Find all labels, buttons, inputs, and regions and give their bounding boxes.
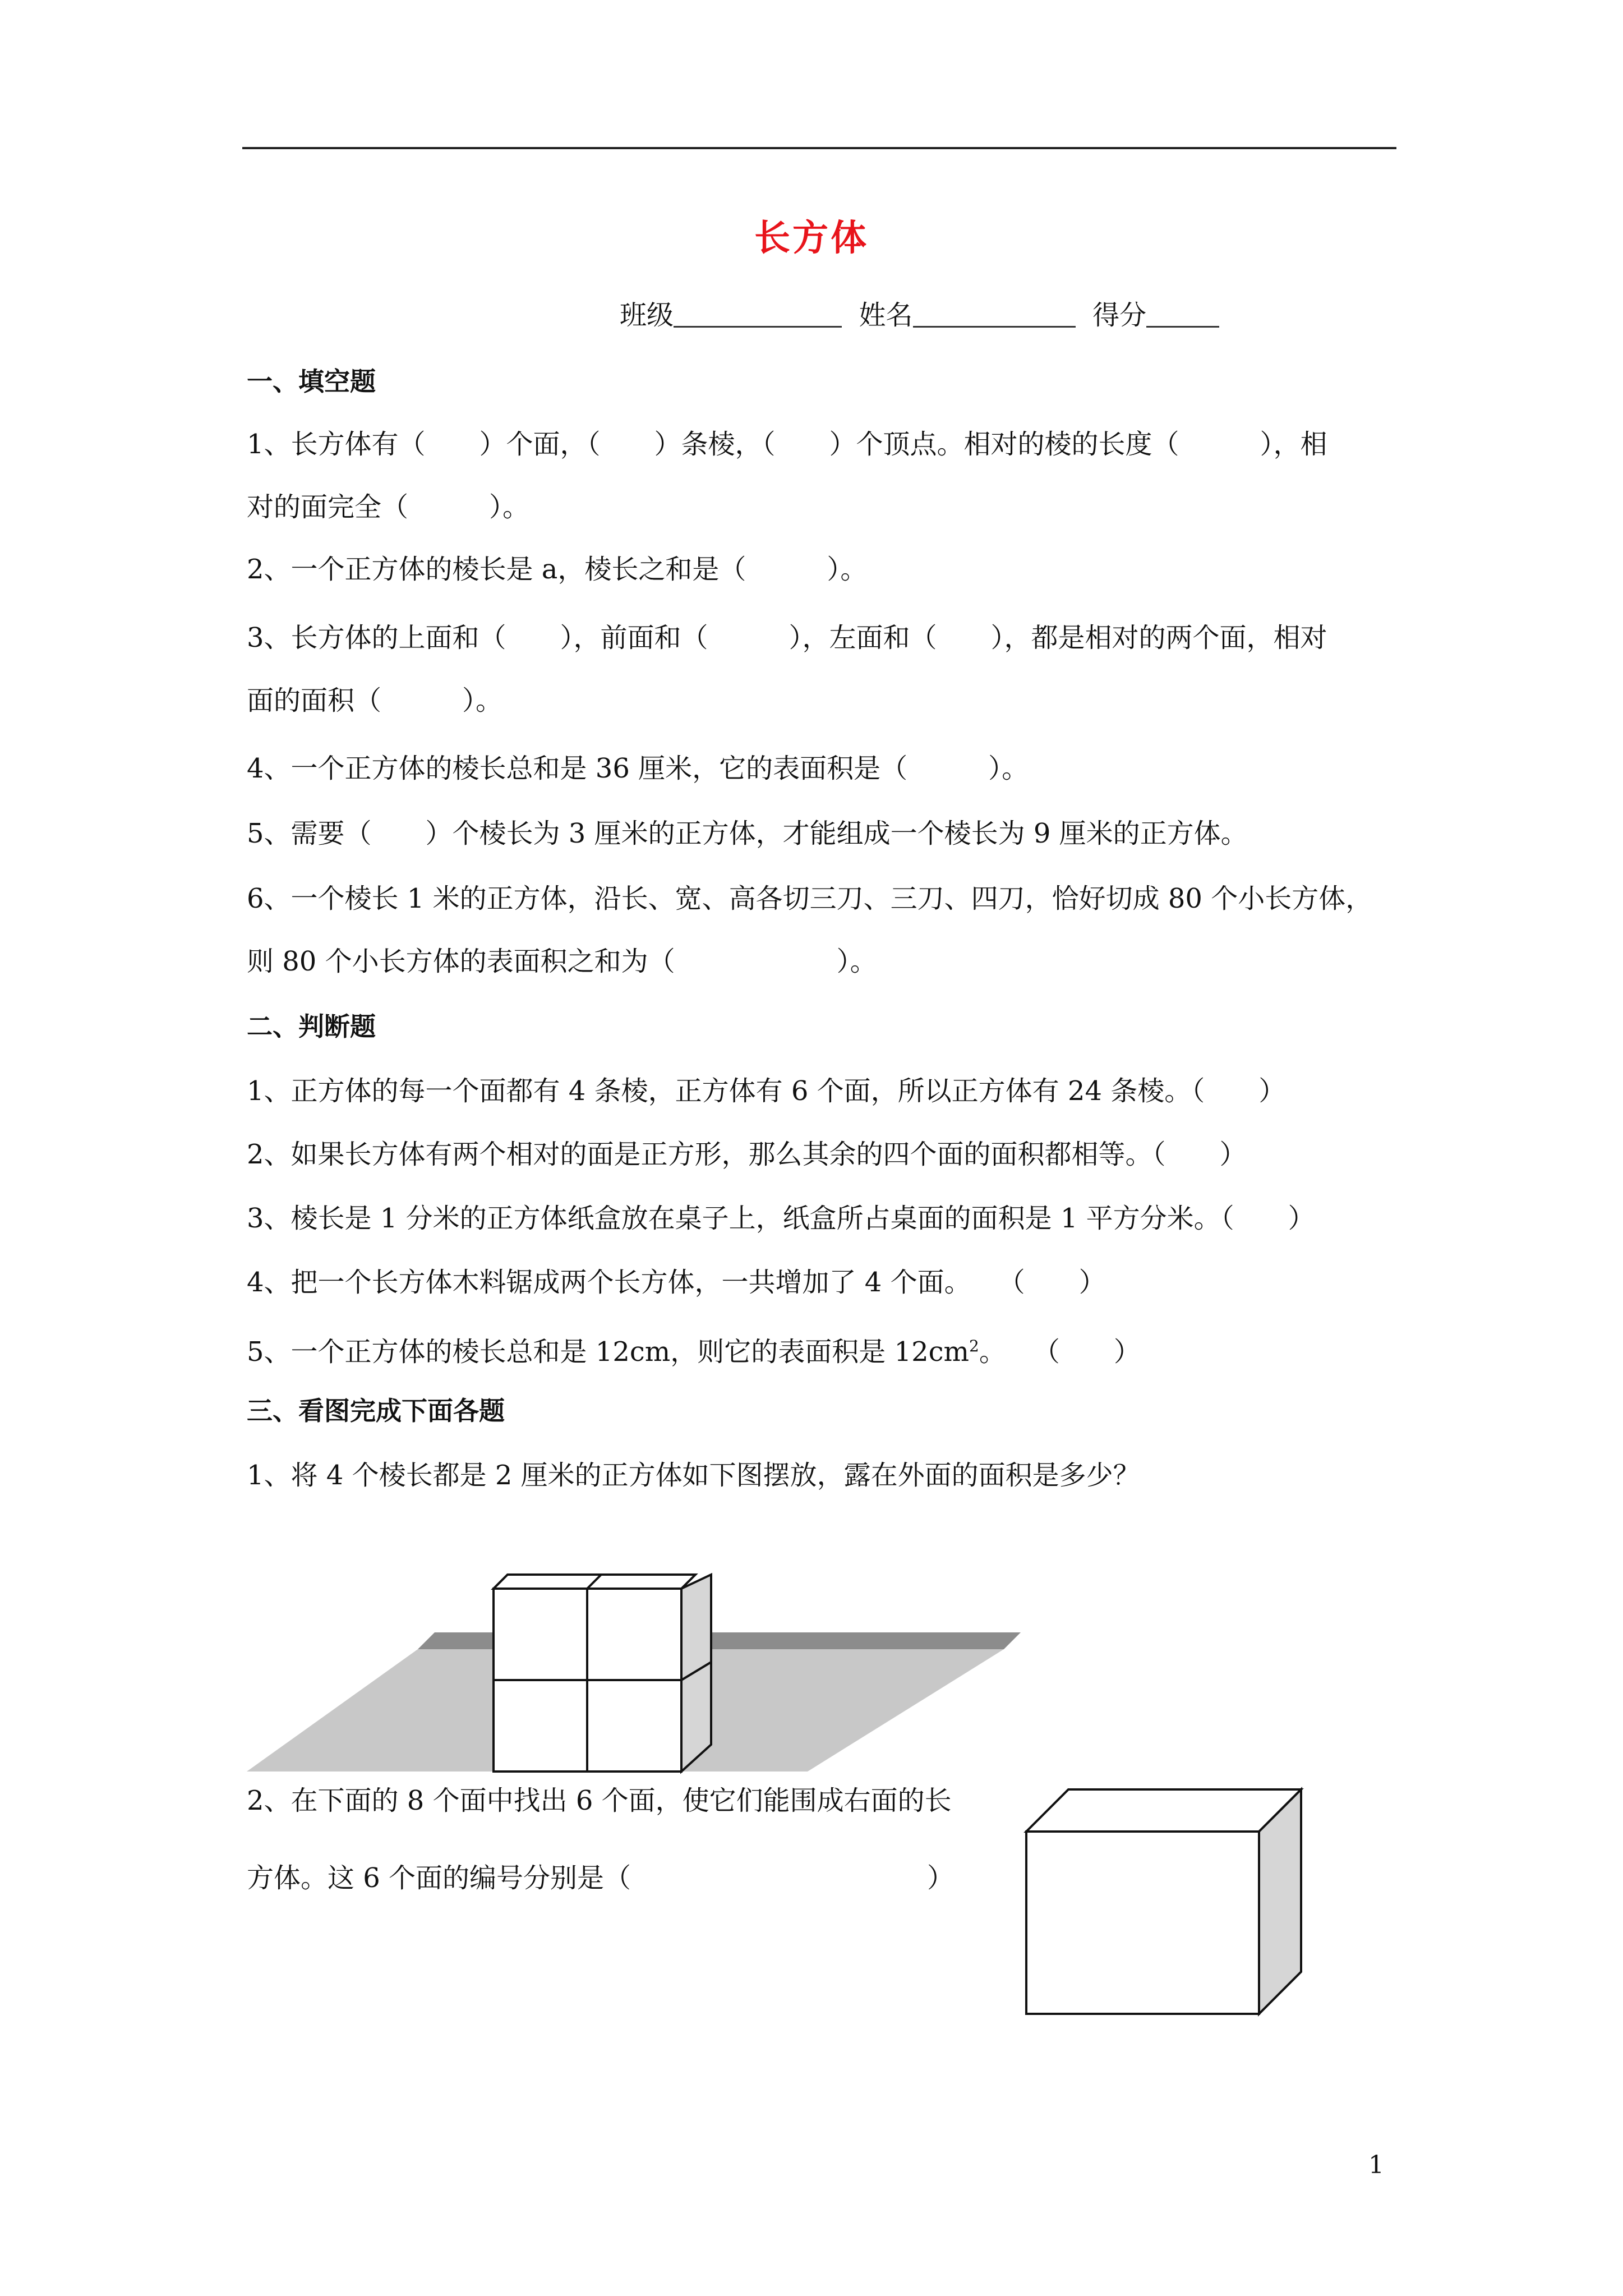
cube-stack-side [681,1575,711,1772]
name-blank[interactable] [913,297,1076,328]
section-heading-figures: 三、看图完成下面各题 [247,1396,505,1426]
s2-q5-main: 5、一个正方体的棱长总和是 12cm，则它的表面积是 12cm [247,1336,970,1368]
s1-q1-line2: 对的面完全（ ）。 [247,491,530,523]
s1-q5: 5、需要（ ）个棱长为 3 厘米的正方体，才能组成一个棱长为 9 厘米的正方体。 [247,818,1248,849]
s2-q3: 3、棱长是 1 分米的正方体纸盒放在桌子上，纸盒所占桌面的面积是 1 平方分米。（ ） [247,1203,1315,1234]
s1-q1-line1: 1、长方体有（ ）个面，（ ）条棱，（ ）个顶点。相对的棱的长度（ ），相 [247,429,1327,460]
s1-q3-line1: 3、长方体的上面和（ ），前面和（ ），左面和（ ），都是相对的两个面，相对 [247,622,1327,654]
score-label: 得分 [1092,300,1147,331]
section-heading-fill-blank: 一、填空题 [247,366,376,397]
page-title: 长方体 [754,217,869,259]
s1-q3-line2: 面的面积（ ）。 [247,685,503,716]
s1-q6-line2: 则 80 个小长方体的表面积之和为（ ）。 [247,946,877,977]
s2-q5-superscript: 2 [969,1337,979,1355]
s3-q1: 1、将 4 个棱长都是 2 厘米的正方体如下图摆放，露在外面的面积是多少？ [247,1460,1140,1491]
header-rule [242,147,1396,149]
four-cubes-figure [241,1559,1038,1784]
name-label: 姓名 [859,300,913,331]
s1-q2: 2、一个正方体的棱长是 a，棱长之和是（ ）。 [247,554,868,585]
s2-q5 [247,1324,1141,1374]
s2-q2: 2、如果长方体有两个相对的面是正方形，那么其余的四个面的面积都相等。（ ） [247,1139,1247,1170]
page-number: 1 [1368,2151,1384,2179]
s2-q5-tail: 。 （ ） [979,1336,1141,1368]
cuboid-figure [1021,1784,1368,2019]
s3-q2-line1: 2、在下面的 8 个面中找出 6 个面，使它们能围成右面的长 [247,1785,952,1816]
s3-q2-line2: 方体。这 6 个面的编号分别是（ ） [247,1862,955,1894]
cuboid-top-face [1026,1789,1301,1832]
s2-q4: 4、把一个长方体木料锯成两个长方体，一共增加了 4 个面。 （ ） [247,1267,1106,1298]
cuboid-front-face [1026,1832,1259,2014]
class-blank[interactable] [674,297,842,328]
s1-q4: 4、一个正方体的棱长总和是 36 厘米，它的表面积是（ ）。 [247,753,1029,784]
s1-q6-line1: 6、一个棱长 1 米的正方体，沿长、宽、高各切三刀、三刀、四刀，恰好切成 80 个小长方体， [247,883,1373,914]
score-blank[interactable] [1146,297,1219,328]
s2-q1: 1、正方体的每一个面都有 4 条棱，正方体有 6 个面，所以正方体有 24 条棱。（ ） [247,1075,1286,1107]
student-info-line [620,293,1219,338]
class-label: 班级 [620,300,674,331]
section-heading-true-false: 二、判断题 [247,1011,376,1042]
